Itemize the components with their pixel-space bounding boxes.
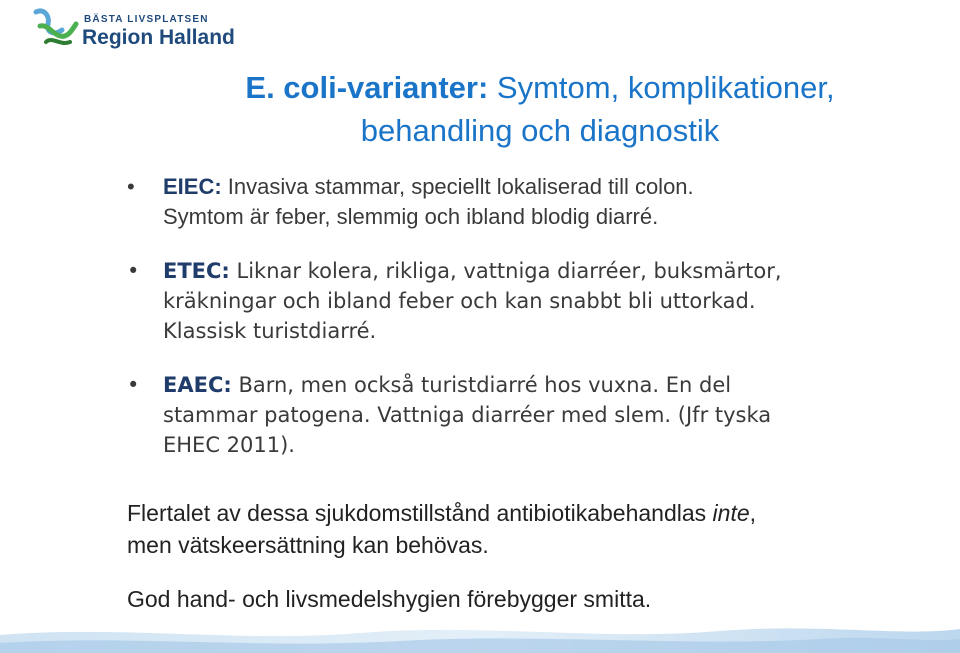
bullet-list	[127, 172, 947, 460]
bullet-line1: Invasiva stammar, speciellt lokaliserad till colon.	[221, 174, 694, 199]
bullet-line2: kräkningar och ibland feber och kan snabbt bli uttorkad.	[163, 289, 756, 313]
bullet-line2: Symtom är feber, slemmig och ibland blodig diarré.	[163, 204, 659, 229]
bullet-line1: Liknar kolera, rikliga, vattniga diarréer, buksmärtor,	[229, 259, 782, 283]
para-line2: men vätskeersättning kan behövas.	[127, 532, 489, 558]
title-line2: behandling och diagnostik	[360, 113, 720, 148]
bullet-etec	[127, 256, 947, 346]
bullet-eiec	[127, 172, 947, 232]
title-lead: E. coli-varianter:	[245, 70, 489, 105]
bullet-term: EAEC:	[163, 373, 232, 397]
footer-wave-decoration	[0, 617, 960, 653]
summary-paragraph	[127, 497, 947, 561]
bullet-term: EIEC:	[163, 174, 222, 199]
logo-mark-icon	[30, 6, 82, 54]
title-rest-line1: Symtom, komplikationer,	[488, 70, 835, 105]
logo-org-name: Region Halland	[82, 26, 235, 49]
bullet-line3: Klassisk turistdiarré.	[163, 319, 377, 343]
region-halland-logo	[30, 6, 260, 54]
bullet-eaec	[127, 370, 947, 460]
para-post: ,	[749, 500, 757, 526]
para-pre: Flertalet av dessa sjukdomstillstånd antibiotikabehandlas	[127, 500, 713, 526]
bullet-line2: stammar patogena. Vattniga diarréer med slem. (Jfr tyska	[163, 403, 772, 427]
logo-tagline: BÄSTA LIVSPLATSEN	[84, 14, 209, 25]
bullet-line1: Barn, men också turistdiarré hos vuxna. En del	[231, 373, 732, 397]
bullet-icon: •	[127, 373, 140, 397]
bullet-line3: EHEC 2011).	[163, 433, 295, 457]
hygiene-paragraph: God hand- och livsmedelshygien förebygger smitta.	[127, 586, 652, 612]
slide-title	[150, 66, 930, 152]
bullet-icon: •	[127, 259, 140, 283]
para-emphasis: inte	[712, 500, 750, 526]
bullet-icon: •	[127, 174, 135, 199]
bullet-term: ETEC:	[163, 259, 230, 283]
